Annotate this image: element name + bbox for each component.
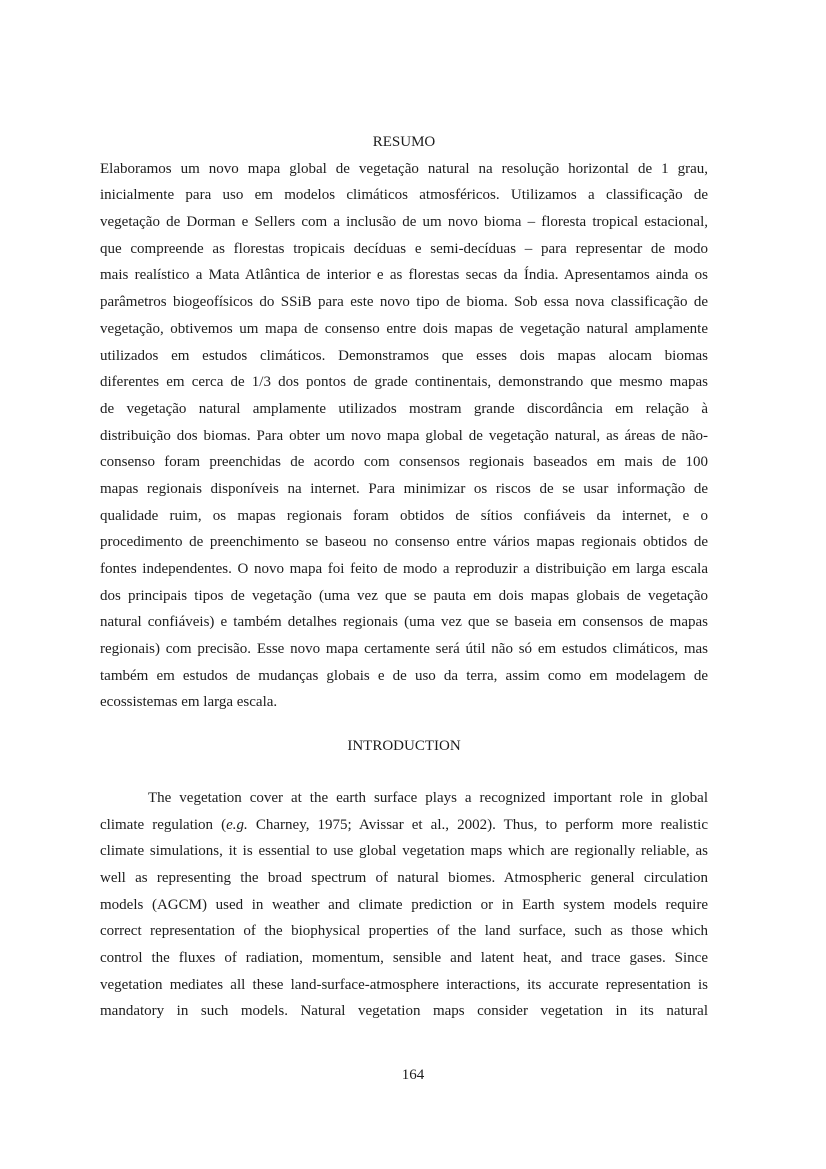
- text-segment: mais realístico a Mata Atlântica de interior e as florestas secas da Índia. Apresentamos ainda os: [100, 267, 708, 284]
- text-line: [100, 236, 708, 263]
- text-line: [100, 396, 708, 423]
- text-line: [100, 369, 708, 396]
- introduction-paragraph: [100, 785, 708, 1025]
- text-line: [100, 156, 708, 183]
- text-segment: inicialmente para uso em modelos climáticos atmosféricos. Utilizamos a classificação de: [100, 187, 708, 204]
- text-segment: natural confiáveis) e também detalhes regionais (uma vez que se baseia em consensos de mapas: [100, 614, 708, 631]
- italic-text-segment: e.g.: [226, 816, 248, 833]
- text-line: [100, 583, 708, 610]
- text-line: [100, 918, 708, 945]
- text-segment: Charney, 1975; Avissar et al., 2002). Thus, to perform more realistic: [247, 816, 709, 833]
- text-segment: mapas regionais disponíveis na internet. Para minimizar os riscos de se usar informação de: [100, 480, 708, 497]
- text-segment: models (AGCM) used in weather and climate prediction or in Earth system models require: [100, 896, 708, 913]
- text-segment: vegetação, obtivemos um mapa de consenso entre dois mapas de vegetação natural amplamente: [100, 320, 708, 337]
- text-line: [100, 289, 708, 316]
- text-line: [100, 689, 708, 716]
- text-line: [100, 609, 708, 636]
- text-line: [100, 423, 708, 450]
- text-segment: utilizados em estudos climáticos. Demonstramos que esses dois mapas alocam biomas: [100, 347, 708, 364]
- text-line: [100, 838, 708, 865]
- text-line: [100, 209, 708, 236]
- text-line: [100, 945, 708, 972]
- text-line: [100, 663, 708, 690]
- text-segment: well as representing the broad spectrum of natural biomes. Atmospheric general circulation: [100, 869, 708, 886]
- text-line: [100, 556, 708, 583]
- text-line: [100, 865, 708, 892]
- resumo-paragraph: [100, 156, 708, 716]
- page-number: 164: [401, 1067, 425, 1083]
- text-line: [100, 343, 708, 370]
- page-content: [100, 129, 708, 1025]
- text-segment: fontes independentes. O novo mapa foi feito de modo a reproduzir a distribuição em larga escala: [100, 561, 708, 578]
- text-segment: de vegetação natural amplamente utilizados mostram grande discordância em relação à: [100, 400, 708, 417]
- introduction-heading: INTRODUCTION: [347, 738, 461, 755]
- text-line: [100, 998, 708, 1025]
- text-segment: diferentes em cerca de 1/3 dos pontos de grade continentais, demonstrando que mesmo mapas: [100, 374, 708, 391]
- text-line: [100, 892, 708, 919]
- text-line: [100, 476, 708, 503]
- text-line: [100, 785, 708, 812]
- text-segment: distribuição dos biomas. Para obter um novo mapa global de vegetação natural, as áreas de não-: [100, 427, 708, 444]
- text-line: [100, 636, 708, 663]
- text-line: [100, 529, 708, 556]
- text-line: [100, 316, 708, 343]
- text-line: [100, 812, 708, 839]
- resumo-heading: RESUMO: [372, 134, 436, 150]
- text-segment: mandatory in such models. Natural vegetation maps consider vegetation in its natural: [100, 1003, 708, 1020]
- text-segment: procedimento de preenchimento se baseou no consenso entre vários mapas regionais obtidos de: [100, 534, 708, 551]
- text-line: [100, 449, 708, 476]
- text-line: [100, 503, 708, 530]
- text-line: [100, 972, 708, 999]
- text-segment: parâmetros biogeofísicos do SSiB para este novo tipo de bioma. Sob essa nova classificação de: [100, 294, 708, 311]
- text-segment: correct representation of the biophysical properties of the land surface, such as those which: [100, 923, 708, 940]
- text-segment: também em estudos de mudanças globais e de uso da terra, assim como em modelagem de: [100, 667, 708, 684]
- text-segment: dos principais tipos de vegetação (uma vez que se pauta em dois mapas globais de vegetação: [100, 587, 708, 604]
- text-segment: vegetation mediates all these land-surface-atmosphere interactions, its accurate representation is: [100, 976, 708, 993]
- text-segment: qualidade ruim, os mapas regionais foram obtidos de sítios confiáveis da internet, e o: [100, 507, 708, 524]
- text-segment: consenso foram preenchidas de acordo com consensos regionais baseados em mais de 100: [100, 454, 708, 471]
- text-segment: climate regulation (: [100, 816, 227, 833]
- text-segment: regionais) com precisão. Esse novo mapa certamente será útil não só em estudos climáticos, mas: [100, 641, 708, 658]
- text-segment: Elaboramos um novo mapa global de vegetação natural na resolução horizontal de 1 grau,: [100, 160, 708, 177]
- text-segment: ecossistemas em larga escala.: [100, 694, 278, 711]
- text-line: [100, 182, 708, 209]
- text-segment: vegetação de Dorman e Sellers com a inclusão de um novo bioma – floresta tropical estacional,: [100, 214, 708, 231]
- text-segment: climate simulations, it is essential to use global vegetation maps which are regionally reliable, as: [100, 843, 708, 860]
- text-segment: control the fluxes of radiation, momentum, sensible and latent heat, and trace gases. Since: [100, 949, 708, 966]
- text-segment: que compreende as florestas tropicais decíduas e semi-decíduas – para representar de modo: [100, 240, 708, 257]
- text-segment: The vegetation cover at the earth surface plays a recognized important role in global: [148, 789, 708, 806]
- text-line: [100, 262, 708, 289]
